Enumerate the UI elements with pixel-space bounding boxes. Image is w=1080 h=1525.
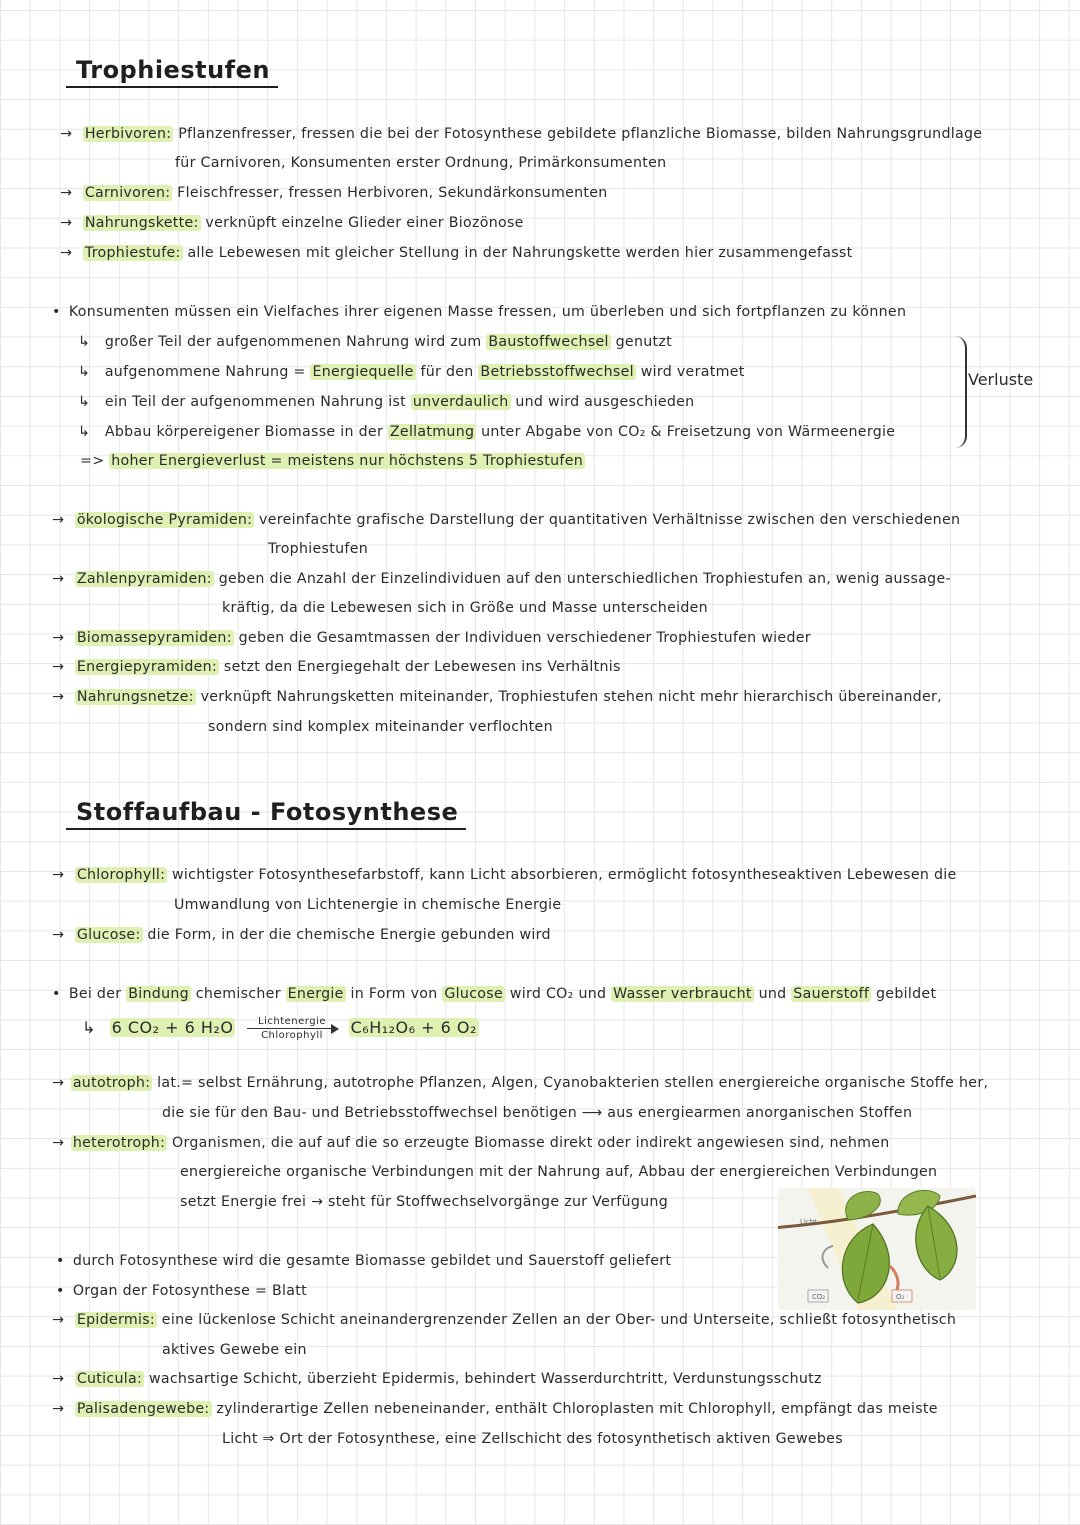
text: und wird ausgeschieden <box>515 394 695 410</box>
bullet-icon: • <box>56 1253 65 1269</box>
term: Zahlenpyramiden: <box>76 571 212 587</box>
term: heterotroph: <box>72 1135 166 1151</box>
highlight: Glucose <box>444 986 504 1002</box>
definition-text: lat.= selbst Ernährung, autotrophe Pflanzen, Algen, Cyanobakterien stellen energiereiche organische Stoffe her, <box>157 1075 989 1091</box>
bullet-text: Konsumenten müssen ein Vielfaches ihrer eigenen Masse fressen, um überleben und sich fortpflanzen zu können <box>68 304 907 320</box>
highlight: Sauerstoff <box>793 986 870 1002</box>
definition-chlorophyll-continuation: Umwandlung von Lichtenergie in chemische Energie <box>174 897 562 913</box>
definition-nahrungsnetze-continuation: sondern sind komplex miteinander verflochten <box>208 719 553 735</box>
highlight: Bindung <box>128 986 189 1002</box>
bullet-icon: • <box>52 304 61 320</box>
highlight: Energie <box>287 986 344 1002</box>
text: in Form von <box>350 986 438 1002</box>
equation-products: C₆H₁₂O₆ + 6 O₂ <box>350 1018 477 1037</box>
text: aufgenommene Nahrung = <box>104 364 306 380</box>
definition-heterotroph-continuation-2: setzt Energie frei → steht für Stoffwechselvorgänge zur Verfügung <box>180 1194 669 1210</box>
bullet-icon: • <box>52 986 61 1002</box>
leaf-icon <box>778 1188 976 1310</box>
term: autotroph: <box>72 1075 151 1091</box>
sub-arrow-icon: ↳ <box>82 1018 96 1037</box>
bullet-icon: • <box>56 1283 65 1299</box>
definition-chlorophyll <box>52 867 957 883</box>
definition-glucose <box>52 927 551 943</box>
highlight: Betriebsstoffwechsel <box>480 364 634 380</box>
highlight: unverdaulich <box>412 394 509 410</box>
definition-text: Organismen, die auf auf die so erzeugte Biomasse direkt oder indirekt angewiesen sind, nehmen <box>171 1135 890 1151</box>
arrow-icon: → <box>52 659 65 675</box>
arrow-icon: → <box>52 927 65 943</box>
term: Energiepyramiden: <box>76 659 218 675</box>
definition-epidermis-continuation: aktives Gewebe ein <box>162 1342 307 1358</box>
photosynthesis-equation <box>82 1016 479 1041</box>
conclusion-energieverlust <box>80 453 585 469</box>
text: wird veratmet <box>640 364 745 380</box>
implication-arrow: => <box>80 453 105 469</box>
reaction-condition-below: Chlorophyll <box>261 1030 323 1041</box>
bullet-text: Organ der Fotosynthese = Blatt <box>72 1283 308 1299</box>
arrow-icon: → <box>60 126 73 142</box>
definition-nahrungskette <box>60 215 524 231</box>
text: Bei der <box>68 986 122 1002</box>
term: Trophiestufe: <box>84 245 181 261</box>
definition-epidermis <box>52 1312 956 1328</box>
definition-text: Fleischfresser, fressen Herbivoren, Sekundärkonsumenten <box>177 185 608 201</box>
highlight: Energiequelle <box>312 364 414 380</box>
arrow-icon: → <box>60 215 73 231</box>
definition-cuticula <box>52 1371 822 1387</box>
text: ein Teil der aufgenommenen Nahrung ist <box>104 394 407 410</box>
text: chemischer <box>195 986 281 1002</box>
section-title-trophiestufen: Trophiestufen <box>66 56 278 88</box>
definition-text: vereinfachte grafische Darstellung der quantitativen Verhältnisse zwischen den verschiedenen <box>259 512 961 528</box>
definition-herbivoren <box>60 126 982 142</box>
definition-text: zylinderartige Zellen nebeneinander, enthält Chloroplasten mit Chlorophyll, empfängt das meiste <box>216 1401 938 1417</box>
term: Nahrungskette: <box>84 215 199 231</box>
sub-arrow-icon: ↳ <box>78 394 91 410</box>
bullet-fotosynthese-biomasse <box>56 1253 671 1269</box>
definition-autotroph-continuation: die sie für den Bau- und Betriebsstoffwechsel benötigen ⟶ aus energiearmen anorganischen Stoffen <box>162 1105 913 1121</box>
definition-text: die Form, in der die chemische Energie gebunden wird <box>147 927 551 943</box>
arrow-icon: → <box>52 630 65 646</box>
bullet-konsumenten <box>52 304 906 320</box>
definition-text: geben die Gesamtmassen der Individuen verschiedener Trophiestufen wieder <box>238 630 811 646</box>
equation-reactants: 6 CO₂ + 6 H₂O <box>111 1018 234 1037</box>
arrow-icon: → <box>52 512 65 528</box>
definition-text: eine lückenlose Schicht aneinandergrenzender Zellen an der Ober- und Unterseite, schließt fotosynthetisch <box>161 1312 957 1328</box>
sub-arrow-icon: ↳ <box>78 424 91 440</box>
definition-text: wachsartige Schicht, überzieht Epidermis, behindert Wasserdurchtritt, Verdunstungsschutz <box>148 1371 822 1387</box>
definition-text: setzt den Energiegehalt der Lebewesen ins Verhältnis <box>223 659 621 675</box>
definition-text: Pflanzenfresser, fressen die bei der Fotosynthese gebildete pflanzliche Biomasse, bilden Nahrungsgrundlage <box>178 126 983 142</box>
arrow-icon: → <box>60 245 73 261</box>
sub-point-zellatmung <box>78 424 895 440</box>
definition-zahlenpyramiden-continuation: kräftig, da die Lebewesen sich in Größe und Masse unterscheiden <box>222 600 708 616</box>
sub-point-unverdaulich <box>78 394 694 410</box>
definition-oekologische-pyramiden-continuation: Trophiestufen <box>268 541 369 557</box>
definition-biomassepyramiden <box>52 630 811 646</box>
sub-arrow-icon: ↳ <box>78 334 91 350</box>
text: unter Abgabe von CO₂ & Freisetzung von Wärmeenergie <box>481 424 896 440</box>
definition-energiepyramiden <box>52 659 621 675</box>
arrow-icon: → <box>60 185 73 201</box>
term: Herbivoren: <box>84 126 172 142</box>
definition-text: alle Lebewesen mit gleicher Stellung in der Nahrungskette werden hier zusammengefasst <box>187 245 853 261</box>
term: Carnivoren: <box>84 185 171 201</box>
text: für den <box>420 364 474 380</box>
arrow-icon: → <box>52 1312 65 1328</box>
arrow-icon: → <box>52 1075 65 1091</box>
sub-point-betriebsstoffwechsel <box>78 364 745 380</box>
arrow-icon: → <box>52 1371 65 1387</box>
definition-trophiestufe <box>60 245 852 261</box>
reaction-condition-above: Lichtenergie <box>258 1016 326 1027</box>
highlight: hoher Energieverlust = meistens nur höchstens 5 Trophiestufen <box>111 453 584 469</box>
definition-text: verknüpft Nahrungsketten miteinander, Trophiestufen stehen nicht mehr hierarchisch übereinander, <box>200 689 942 705</box>
definition-palisadengewebe <box>52 1401 938 1417</box>
definition-text: wichtigster Fotosynthesefarbstoff, kann Licht absorbieren, ermöglicht fotosyntheseaktiven Lebewesen die <box>172 867 957 883</box>
arrow-icon: → <box>52 1135 65 1151</box>
definition-carnivoren <box>60 185 608 201</box>
text: großer Teil der aufgenommenen Nahrung wird zum <box>104 334 482 350</box>
image-label-licht: Licht <box>800 1218 817 1226</box>
term: ökologische Pyramiden: <box>76 512 253 528</box>
definition-heterotroph-continuation-1: energiereiche organische Verbindungen mit der Nahrung auf, Abbau der energiereichen Verbindungen <box>180 1164 938 1180</box>
arrow-icon: → <box>52 571 65 587</box>
reaction-arrow <box>247 1016 337 1041</box>
sub-arrow-icon: ↳ <box>78 364 91 380</box>
definition-heterotroph <box>52 1135 890 1151</box>
highlight: Wasser verbraucht <box>613 986 752 1002</box>
text: genutzt <box>615 334 673 350</box>
definition-zahlenpyramiden <box>52 571 951 587</box>
image-label-o2: O₂ <box>896 1293 905 1301</box>
arrow-icon: → <box>52 689 65 705</box>
image-label-co2: CO₂ <box>812 1293 826 1301</box>
definition-text: geben die Anzahl der Einzelindividuen auf den unterschiedlichen Trophiestufen an, wenig aussage- <box>218 571 951 587</box>
highlight: Zellatmung <box>389 424 475 440</box>
sub-point-baustoffwechsel <box>78 334 672 350</box>
term: Glucose: <box>76 927 141 943</box>
term: Palisadengewebe: <box>76 1401 210 1417</box>
definition-autotroph <box>52 1075 988 1091</box>
reaction-arrow-icon <box>247 1028 337 1029</box>
definition-text: verknüpft einzelne Glieder einer Biozönose <box>205 215 524 231</box>
term: Nahrungsnetze: <box>76 689 194 705</box>
term: Cuticula: <box>76 1371 143 1387</box>
verluste-label: Verluste <box>968 370 1034 389</box>
bullet-organ-blatt <box>56 1283 307 1299</box>
definition-oekologische-pyramiden <box>52 512 960 528</box>
term: Chlorophyll: <box>76 867 166 883</box>
definition-palisadengewebe-continuation: Licht ⇒ Ort der Fotosynthese, eine Zellschicht des fotosynthetisch aktiven Gewebes <box>222 1431 843 1447</box>
bullet-text: durch Fotosynthese wird die gesamte Biomasse gebildet und Sauerstoff geliefert <box>72 1253 672 1269</box>
definition-nahrungsnetze <box>52 689 942 705</box>
text: gebildet <box>875 986 937 1002</box>
curly-brace-icon <box>945 336 967 448</box>
highlight: Baustoffwechsel <box>488 334 609 350</box>
arrow-icon: → <box>52 1401 65 1417</box>
term: Epidermis: <box>76 1312 155 1328</box>
term: Biomassepyramiden: <box>76 630 232 646</box>
text: und <box>758 986 787 1002</box>
definition-herbivoren-continuation: für Carnivoren, Konsumenten erster Ordnung, Primärkonsumenten <box>175 155 667 171</box>
arrow-icon: → <box>52 867 65 883</box>
leaf-photosynthesis-image <box>778 1188 976 1310</box>
text: wird CO₂ und <box>509 986 607 1002</box>
text: Abbau körpereigener Biomasse in der <box>104 424 384 440</box>
bullet-bindung <box>52 986 936 1002</box>
section-title-fotosynthese: Stoffaufbau - Fotosynthese <box>66 798 466 830</box>
